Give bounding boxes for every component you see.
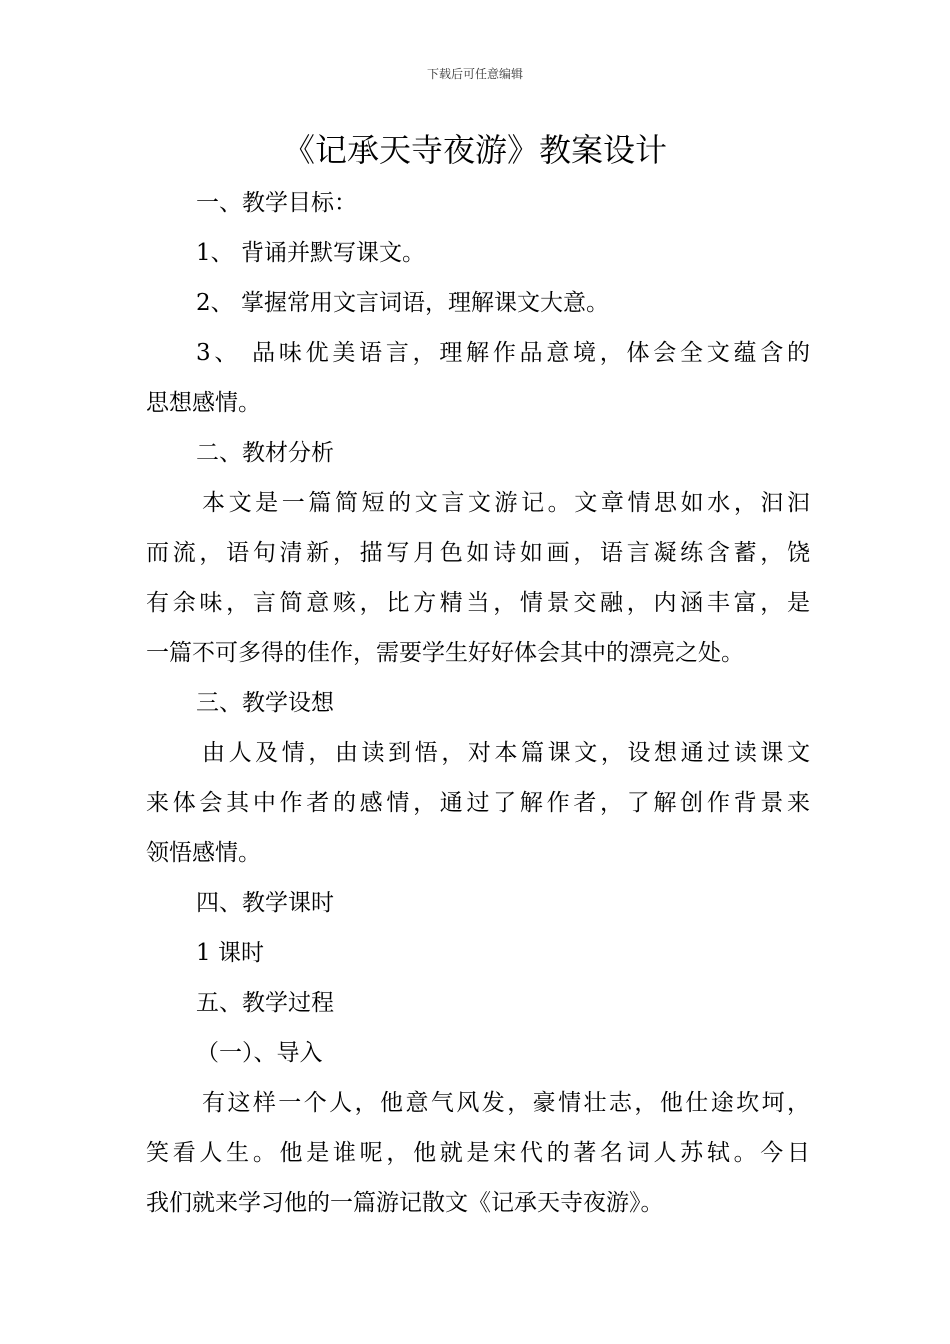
intro-paragraph-line-3: 我们就来学习他的一篇游记散文《记承天寺夜游》。 xyxy=(146,1190,664,1216)
document-body xyxy=(146,178,810,1228)
header-note: 下载后可任意编辑 xyxy=(426,67,523,81)
design-paragraph-line-1: 由人及情，由读到悟，对本篇课文，设想通过读课文 xyxy=(202,740,810,766)
objective-item-3-line-2: 思想感情。 xyxy=(146,390,261,416)
subsection-heading-intro: （一）、导入 xyxy=(196,1040,323,1066)
analysis-paragraph-line-3: 有余味，言简意赅，比方精当，情景交融，内涵丰富，是 xyxy=(146,590,810,616)
hours-value: 1 课时 xyxy=(196,940,264,966)
section-heading-analysis: 二、教材分析 xyxy=(196,440,334,466)
objective-item-1: 1、 背诵并默写课文。 xyxy=(196,240,425,266)
intro-paragraph-line-2: 笑看人生。他是谁呢，他就是宋代的著名词人苏轼。今日 xyxy=(146,1140,810,1166)
section-heading-hours: 四、教学课时 xyxy=(196,890,334,916)
objective-item-3-line-1: 3、 品味优美语言，理解作品意境，体会全文蕴含的 xyxy=(196,340,810,366)
analysis-paragraph-line-4: 一篇不可多得的佳作，需要学生好好体会其中的漂亮之处。 xyxy=(146,640,744,666)
objective-item-2: 2、 掌握常用文言词语，理解课文大意。 xyxy=(196,290,609,316)
analysis-paragraph-line-2: 而流，语句清新，描写月色如诗如画，语言凝练含蓄，饶 xyxy=(146,540,810,566)
section-heading-design: 三、教学设想 xyxy=(196,690,334,716)
section-heading-process: 五、教学过程 xyxy=(196,990,334,1016)
intro-paragraph-line-1: 有这样一个人，他意气风发，豪情壮志，他仕途坎坷， xyxy=(202,1090,810,1116)
analysis-paragraph-line-1: 本文是一篇简短的文言文游记。文章情思如水，汩汩 xyxy=(202,490,810,516)
document-title: 《记承天寺夜游》教案设计 xyxy=(282,131,667,169)
design-paragraph-line-3: 领悟感情。 xyxy=(146,840,261,866)
section-heading-objectives: 一、教学目标： xyxy=(196,190,357,216)
design-paragraph-line-2: 来体会其中作者的感情，通过了解作者，了解创作背景来 xyxy=(146,790,810,816)
